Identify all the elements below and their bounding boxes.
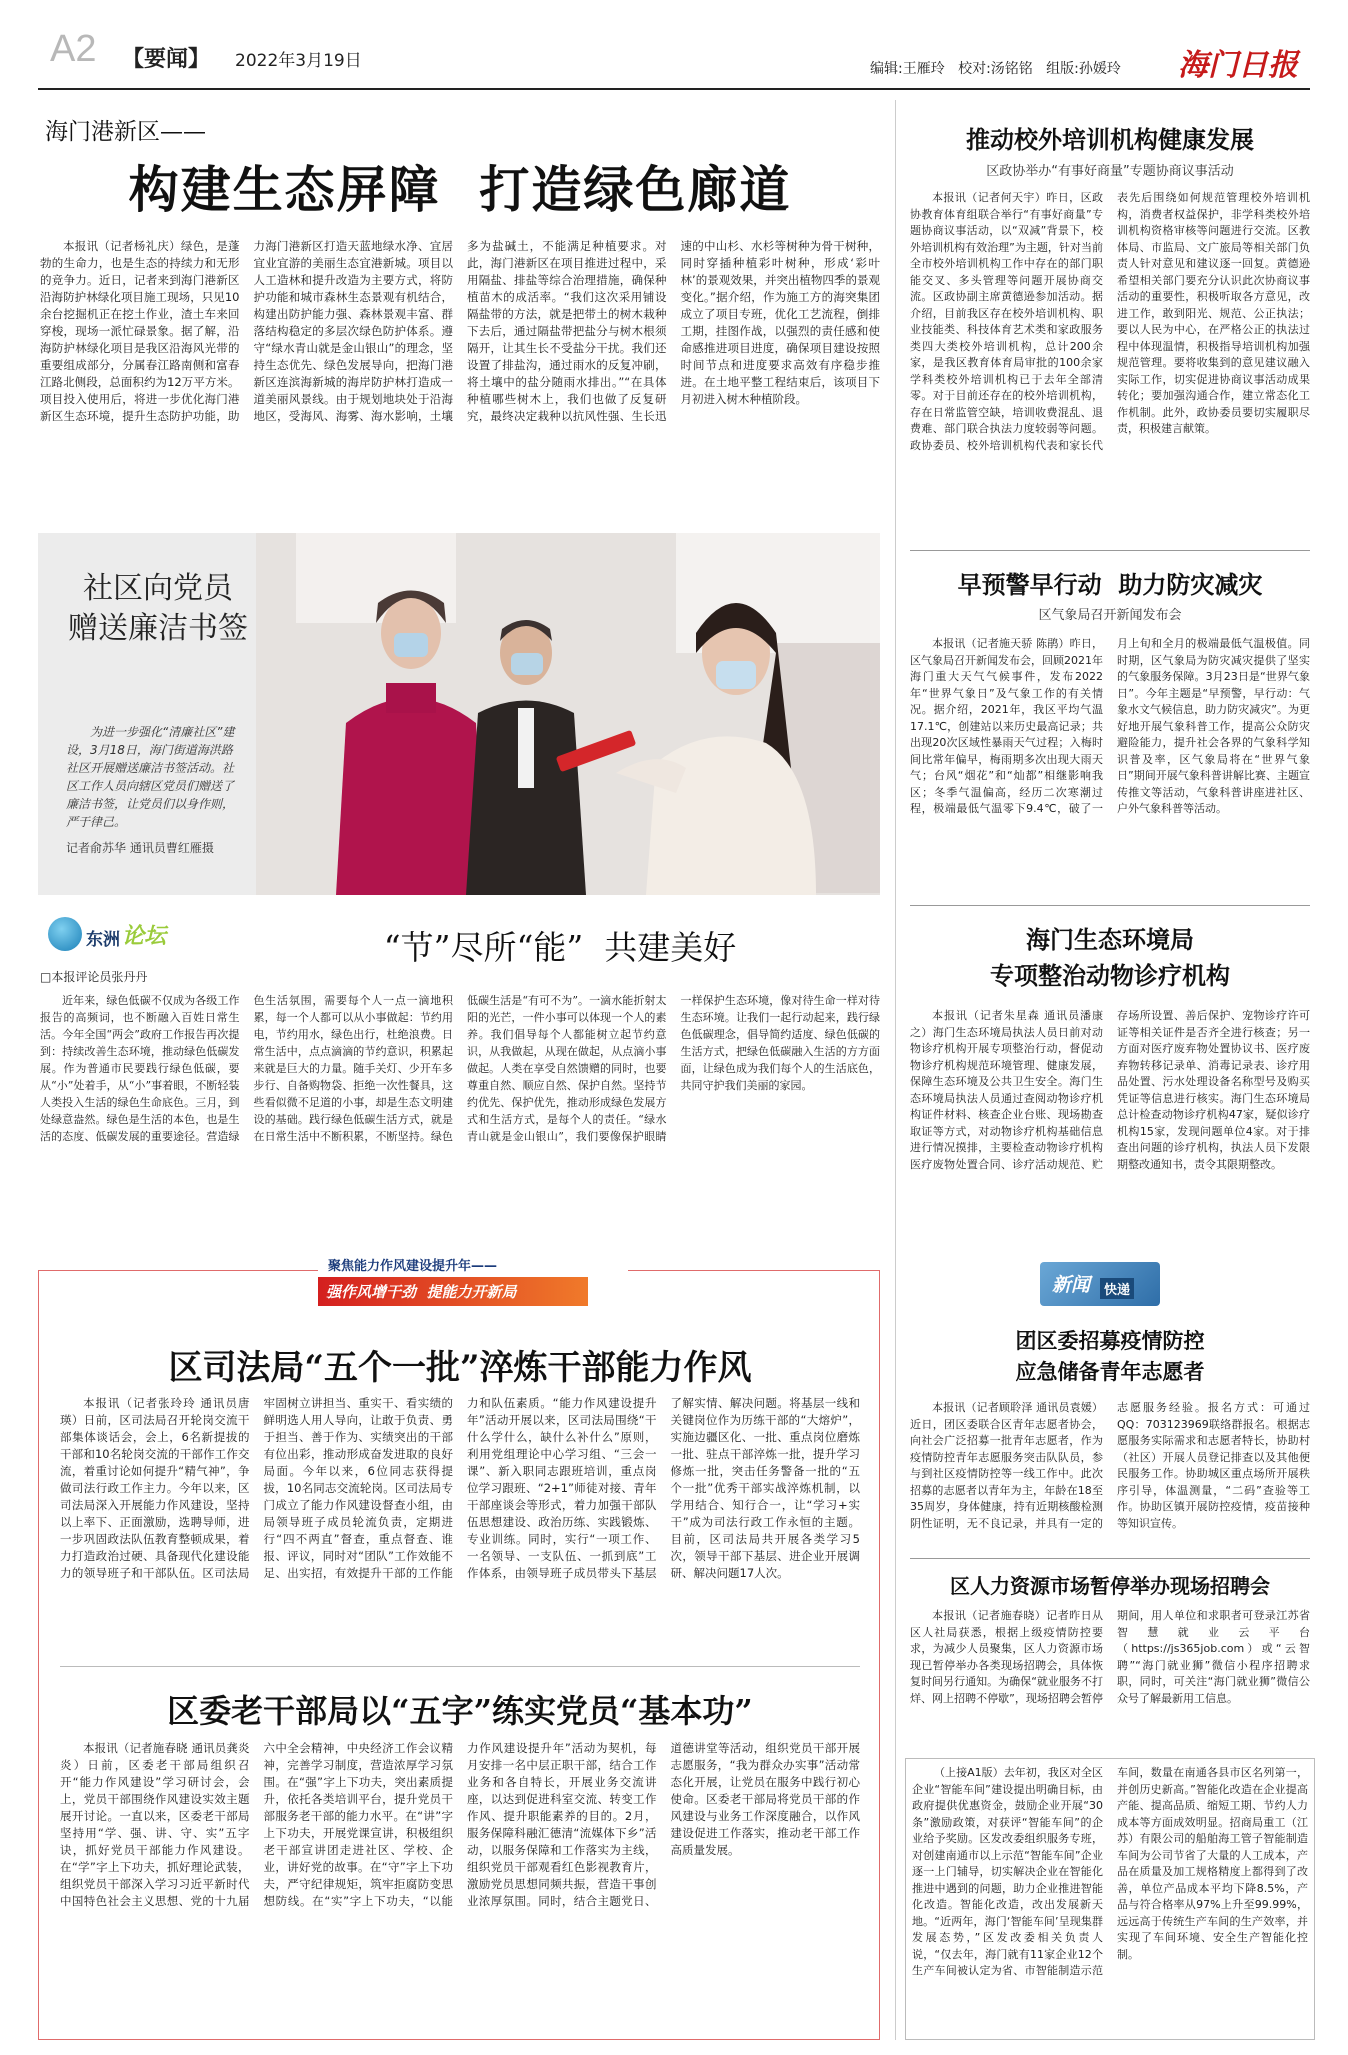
forum-logo-tag: 论坛 [122, 924, 167, 949]
veterans-body [60, 1740, 860, 2030]
section-label: 【要闻】 [122, 47, 211, 72]
r2-subtitle: 区气象局召开新闻发布会 [1038, 608, 1182, 623]
news-flash-label: 新闻 [1052, 1274, 1091, 1296]
veterans-body-text: 本报讯（记者施春晓 通讯员龚炎炎）日前，区委老干部局组织召开“能力作风建设”学习研讨会，会上，党员干部围绕作风建设实效主题展开讨论。一直以来，区委老干部局坚持用“学、强、讲、守、实”五字诀，抓好党员干部能力作风建设。在“学”字上下功夫，抓好理论武装，组织党员干部深入学习习近平新时代中国特色社会主义思想、党的十九届六中全会精神，中央经济工作会议精神，完善学习制度，营造浓厚学习氛围。在“强”字上下功夫，突出素质提升，依托各类培训平台，提升党员干部服务老干部的能力水平。在“讲”字上下功夫，开展党课宣讲，积极组织老干部宣讲团走进社区、学校、企业，讲好党的故事。在“守”字上下功夫，严守纪律规矩，筑牢拒腐防变思想防线。在“实”字上下功夫，“以能力作风建设提升年”活动为契机，每月安排一名中层正职干部，结合工作业务和各自特长，开展业务交流讲座，以达到促进科室交流、转变工作作风、提升职能素养的目的。2月，服务保障科融汇德清“流媒体下乡”活动，以服务保障和工作落实为主线，组织党员干部观看红色影视教育片，激励党员思想同频共振，营造干事创业浓厚氛围。同时，结合主题党日、道德讲堂等活动，组织党员干部开展志愿服务，“我为群众办实事”活动常态化开展，让党员在服务中践行初心使命。区委老干部局将党员干部的作风建设与业务工作深度融合，以作风建设促进工作落实，推动老干部工作高质量发展。 [60, 1741, 860, 1908]
lead-headline: 构建生态屏障 打造绿色廊道 [128, 160, 792, 219]
r5-body-text: 本报讯（记者施春晓）记者昨日从区人社局获悉，根据上级疫情防控要求，为减少人员聚集，区人力资源市场现已暂停举办各类现场招聘会，具体恢复时间另行通知。为确保“就业服务不打烊、网上招聘不停歇”，现场招聘会暂停期间，用人单位和求职者可登录江苏省智慧就业云平台（https://js365job.com）或“云智聘”“海门就业狮”微信小程序招聘求职，同时，可关注“海门就业狮”微信公众号了解最新用工信息。 [910, 1609, 1310, 1705]
credits: 编辑:王雁玲 校对:汤铭铭 组版:孙媛玲 [870, 61, 1121, 77]
r3-headline-1: 海门生态环境局 [1026, 925, 1194, 954]
issue-date: 2022年3月19日 [235, 51, 362, 71]
r4-headline-1: 团区委招募疫情防控 [1015, 1328, 1205, 1353]
r2-body [910, 636, 1310, 898]
r1-subtitle: 区政协举办“有事好商量”专题协商议事活动 [986, 164, 1234, 179]
page-number: A2 [50, 28, 97, 70]
r3-headline-2: 专项整治动物诊疗机构 [990, 961, 1230, 990]
veterans-headline: 区委老干部局以“五字”练实党员“基本功” [167, 1692, 753, 1730]
r1-headline: 推动校外培训机构健康发展 [966, 125, 1254, 154]
photo-story [38, 533, 880, 895]
r1-rule [910, 550, 1310, 551]
header-rule [38, 88, 1310, 90]
continued-body-text: （上接A1版）去年初，我区对全区企业“智能车间”建设提出明确目标，由政府提供优惠资金，鼓励企业开展“30条”激励政策，对获评“智能车间”的企业给予奖励。区发改委组织服务专班，对创建南通市以上示范“智能车间”企业逐一上门辅导，切实解决企业在智能化推进中遇到的问题，助力企业推进智能化改造。智能化改造，改出发展新天地。“近两年，海门‘智能车间’呈现集群发展态势，”区发改委相关负责人说，“仅去年，海门就有11家企业12个生产车间被认定为省、市智能制造示范车间，数量在南通各县市区名列第一，并创历史新高。”智能化改造在企业提高产能、提高品质、缩短工期、节约人力成本等方面成效明显。招商局重工（江苏）有限公司的船舶海工管子智能制造车间为公司节省了大量的人工成本，产品在质量及加工规格精度上都得到了改善，单位产品成本平均下降8.5%，产品与符合格率从97%上升至99.99%，远远高于传统生产车间的生产效率，并实现了车间环境、安全生产智能化控制。 [912, 1766, 1308, 1977]
feature-divider [60, 1666, 860, 1667]
photo-story-credit: 记者俞苏华 通讯员曹红雁摄 [66, 841, 214, 855]
judicial-body-text: 本报讯（记者张玲玲 通讯员唐瑛）日前，区司法局召开轮岗交流干部集体谈话会，会上，6名新提拔的干部和10名轮岗交流的干部作工作交流，着重讨论如何提升“精气神”，争做司法行政工作主力。今年以来，区司法局深入开展能力作风建设，坚持以上率下、正面激励，选聘导师，进一步巩固政法队伍教育整顿成果，着力打造政治过硬、具备现代化建设能力的领导班子和干部队伍。区司法局牢固树立讲担当、重实干、看实绩的鲜明选人用人导向，让敢于负责、勇于担当、善于作为、实绩突出的干部有位出彩，推动形成奋发进取的良好局面。今年以来，6位同志获得提拔，10名同志交流轮岗。区司法局专门成立了能力作风建设督查小组，由局领导班子成员轮流负责，定期进行“四不两直”督查，重点督查、谁报、评议，同时对“团队”工作效能不足、出实招，有效提升干部的工作能力和队伍素质。“能力作风建设提升年”活动开展以来，区司法局围绕“干什么学什么，缺什么补什么”原则，利用党组理论中心学习组、“三会一课”、新入职同志跟班培训，重点岗位学习跟班、“2+1”师徒对接、青年干部座谈会等形式，着力加强干部队伍思想建设、政治历练、实践锻炼、专业训练。同时，实行“一项工作、一名领导、一支队伍、一抓到底”工作体系，由领导班子成员带头下基层了解实情、解决问题。将基层一线和关键岗位作为历练干部的“大熔炉”，实施边疆区化、一批、重点岗位磨炼一批、驻点干部淬炼一批，提升学习修炼一批，突击任务警备一批的“五个一批”优秀干部实战淬炼机制，以学用结合、知行合一，让“学习+实干”成为司法行政工作永恒的主题。目前，区司法局共开展各类学习5次，领导干部下基层、进企业开展调研、解决问题17人次。 [60, 1396, 860, 1580]
photo-story-title-1: 社区向党员 [83, 571, 233, 606]
r4-rule [910, 1558, 1310, 1559]
r3-body-text: 本报讯（记者朱星森 通讯员潘康之）海门生态环境局执法人员日前对动物诊疗机构开展专项整治行动，督促动物诊疗机构规范环境管理、健康发展，保障生态环境及公共卫生安全。海门生态环境局执法人员通过查阅动物诊疗机构证件材料、核查企业台账、现场勘查取证等方式，对动物诊疗机构基础信息进行情况摸排，主要检查动物诊疗机构医疗废物处置合同、诊疗活动规范、贮存场所设置、善后保护、宠物诊疗许可证等相关证件是否齐全进行核查；另一方面对医疗废弃物处置协议书、医疗废弃物转移记录单、消毒记录表、诊疗用品处置、污水处理设备名称型号及购买凭证等信息进行核实。海门生态环境局总计检查动物诊疗机构47家，疑似诊疗机构15家，发现问题单位4家。对于排查出问题的诊疗机构，执法人员下发限期整改通知书，责令其限期整改。 [910, 1009, 1310, 1171]
feature-banner-line2: 强作风增干劲 提能力开新局 [318, 1277, 588, 1306]
news-flash-logo [1040, 1262, 1160, 1306]
masthead-logo: 海门日报 [1178, 48, 1298, 83]
lead-body-text: 本报讯（记者杨礼庆）绿色，是蓬勃的生命力，也是生态的持续力和无形的竞争力。近日，记者来到海门港新区沿海防护林绿化项目施工现场，只见10余台挖掘机正在挖土作业，渣土车来回穿梭，现场一派忙碌景象。据了解，沿海防护林绿化项目是我区沿海风光带的重要组成部分，分属春江路南侧和富春江路北侧段，总面积约为12万平方米。项目投入使用后，将进一步优化海门港新区生态环境，提升生态防护功能，助力海门港新区打造天蓝地绿水净、宜居宜业宜游的美丽生态宜港新城。项目以人工造林和提升改造为主要方式，将防护功能和城市森林生态景观有机结合，构建出防护能力强、森林景观丰富、群落结构稳定的多层次绿色防护体系。遵守“绿水青山就是金山银山”的理念，坚持生态优先、绿色发展导向，把海门港新区连滨海新城的海岸防护林打造成一道美丽风景线。由于规划地块处于沿海地区，受海风、海雾、海水影响，土壤多为盐碱土，不能满足种植要求。对此，海门港新区在项目推进过程中，采用隔盐、排盐等综合治理措施，确保种植苗木的成活率。“我们这次采用铺设隔盐带的方法，就是把带土的树木栽种下去后，通过隔盐带把盐分与树木根须隔开，让其生长不受盐分干扰。我们还设置了排盐沟，通过雨水的反复冲刷，将土壤中的盐分随雨水排出。”“在具体种植哪些树木上，我们也做了反复研究，最终决定栽种以抗风性强、生长迅速的中山杉、水杉等树种为骨干树种，同时穿插种植彩叶树种，形成‘彩叶林’的景观效果，并突出植物四季的景观变化。”据介绍，作为施工方的海突集团成立了项目专班，优化工艺流程，倒排工期，挂图作战，以强烈的责任感和使命感推进项目进度，确保项目建设按照时间节点和进度要求高效有序稳步推进。在土地平整工程结束后，该项目下月初进入树木种植阶段。 [40, 239, 880, 423]
feature-banner [318, 1253, 628, 1323]
forum-headline: “节”尽所“能” 共建美好 [383, 928, 737, 967]
lead-kicker: 海门港新区—— [45, 119, 206, 145]
forum-body [40, 992, 880, 1247]
forum-body-text: 近年来，绿色低碳不仅成为各级工作报告的高频词，也不断融入百姓日常生活。今年全国“两会”政府工作报告再次提到：持续改善生态环境，推动绿色低碳发展。作为普通市民要践行绿色低碳，要从“小”处着手，从“小”事着眼，不断轻装人类投入生活的绿色生命底色。三月，到处绿意盎然。绿色是生活的本色，也是生活的态度、低碳发展的重要途径。营造绿色生活氛围，需要每个人一点一滴地积累，每一个人都可以从小事做起：节约用电，节约用水，绿色出行，杜绝浪费。日常生活中，点点滴滴的节约意识，积累起来就是巨大的力量。随手关灯、少开车多步行、自备购物袋、拒绝一次性餐具，这些看似微不足道的小事，却是生态文明建设的基础。践行绿色低碳生活方式，就是在日常生活中不断积累，不断坚持。绿色低碳生活是“有可不为”。一滴水能折射太阳的光芒，一件小事可以体现一个人的素养。我们倡导每个人都能树立起节约意识，从我做起，从现在做起，从点滴小事做起。人类在享受自然馈赠的同时，也要尊重自然、顺应自然、保护自然。坚持节约优先、保护优先，推动形成绿色发展方式和生活方式，是每个人的责任。“绿水青山就是金山银山”，我们要像保护眼睛一样保护生态环境，像对待生命一样对待生态环境。让我们一起行动起来，践行绿色低碳理念，倡导简约适度、绿色低碳的生活方式，把绿色低碳融入生活的方方面面，让绿色成为我们每个人的生活底色，共同守护我们美丽的家园。 [40, 994, 880, 1143]
photo-bookmark-presentation [256, 533, 880, 895]
forum-logo [38, 905, 178, 965]
r4-body [910, 1400, 1310, 1548]
globe-icon [48, 917, 82, 951]
photo-story-title-2: 赠送廉洁书签 [68, 611, 248, 646]
r2-body-text: 本报讯（记者施天骄 陈鹃）昨日，区气象局召开新闻发布会，回顾2021年海门重大天气气候事件，发布2022年“世界气象日”及气象工作的有关情况。据介绍，2021年，我区平均气温17.1℃，创建站以来历史最高记录；共出现20次区域性暴雨天气过程；入梅时间比常年偏早，梅雨期多次出现大雨天气；台风“烟花”和“灿都”相继影响我区；冬季气温偏高，经历二次寒潮过程，极端最低气温零下9.4℃，破了一月上旬和全月的极端最低气温极值。同时期，区气象局为防灾减灾提供了坚实的气象服务保障。3月23日是“世界气象日”。今年主题是“早预警，早行动：气象水文气候信息，助力防灾减灾”。为更好地开展气象科普工作，提高公众防灾避险能力，提升社会各界的气象科学知识普及率，区气象局将在“世界气象日”期间开展气象科普讲解比赛、主题宣传推文等活动，气象科普讲座进社区、户外气象科普等活动。 [910, 637, 1310, 815]
r4-headline-2: 应急储备青年志愿者 [1015, 1359, 1205, 1384]
feature-banner-line1: 聚焦能力作风建设提升年—— [328, 1259, 498, 1274]
forum-author: □本报评论员张丹丹 [40, 970, 148, 984]
r1-body-text: 本报讯（记者何天宇）昨日，区政协教育体育组联合举行“有事好商量”专题协商议事活动，以“双减”背景下，校外培训机构有效治理”为主题，针对当前全市校外培训机构工作中存在的部门职能交叉、多头管理等问题开展协商交流。区政协副主席黄德逊参加活动。据介绍，目前我区存在校外培训机构、职业技能类、科技体育艺术类和家政服务类四大类校外培训机构，总计200余家，是我区教育体育局审批的100余家学科类校外培训机构已于去年全部清零。对于目前还存在的校外培训机构，存在日常监管空缺，培训收费混乱、退费难、部门联合执法力度较弱等问题。政协委员、校外培训机构代表和家长代表先后围绕如何规范管理校外培训机构，消费者权益保护，非学科类校外培训机构资格审核等问题进行交流。区教体局、市监局、文广旅局等相关部门负责人针对意见和建议逐一回复。黄德逊希望相关部门要充分认识此次协商议事活动的重要性，积极听取各方意见，改进工作，敢到阳光、规范、公正执法；要以人民为中心，在严格公正的执法过程中体现温情，积极指导培训机构加强规范管理。要将收集到的意见建议融入实际工作，切实促进协商议事活动成果转化；要加强沟通合作，建立常态化工作机制。此外，政协委员要切实履职尽责，积极建言献策。 [910, 191, 1310, 452]
news-flash-tag: 快递 [1100, 1278, 1134, 1299]
r5-body [910, 1608, 1310, 1748]
continued-box [905, 1758, 1315, 2040]
r2-rule [910, 905, 1310, 906]
photo-story-caption: 为进一步强化“清廉社区”建设，3月18日，海门街道海洪路社区开展赠送廉洁书签活动。社区工作人员向辖区党员们赠送了廉洁书签，让党员们以身作则，严于律己。 [66, 725, 235, 829]
judicial-headline: 区司法局“五个一批”淬炼干部能力作风 [168, 1348, 752, 1388]
judicial-body [60, 1395, 860, 1657]
column-divider [895, 100, 896, 2040]
r5-headline: 区人力资源市场暂停举办现场招聘会 [950, 1574, 1270, 1598]
lead-body [40, 238, 880, 523]
r4-body-text: 本报讯（记者顾聆泽 通讯员袁媛）近日，团区委联合区青年志愿者协会，向社会广泛招募一批青年志愿者，作为疫情防控青年志愿服务突击队队员，参与到社区疫情防控等一线工作中。此次招募的志愿者以青年为主，年龄在18至35周岁，身体健康，持有近期核酸检测阴性证明，无不良记录，并具有一定的志愿服务经验。报名方式：可通过QQ：703123969联络群报名。根据志愿服务实际需求和志愿者特长，协助村（社区）开展人员登记排查以及其他便民服务工作。协助城区重点场所开展秩序引导，体温测量，“二码”查验等工作。协助区镇开展防控疫情，疫苗接种等知识宣传。 [910, 1401, 1310, 1530]
r1-body [910, 190, 1310, 535]
page-header [0, 0, 1348, 84]
photo-illustration [256, 533, 880, 895]
r3-body [910, 1008, 1310, 1258]
r2-headline: 早预警早行动 助力防灾减灾 [957, 570, 1263, 599]
forum-logo-name: 东洲 [86, 930, 120, 950]
